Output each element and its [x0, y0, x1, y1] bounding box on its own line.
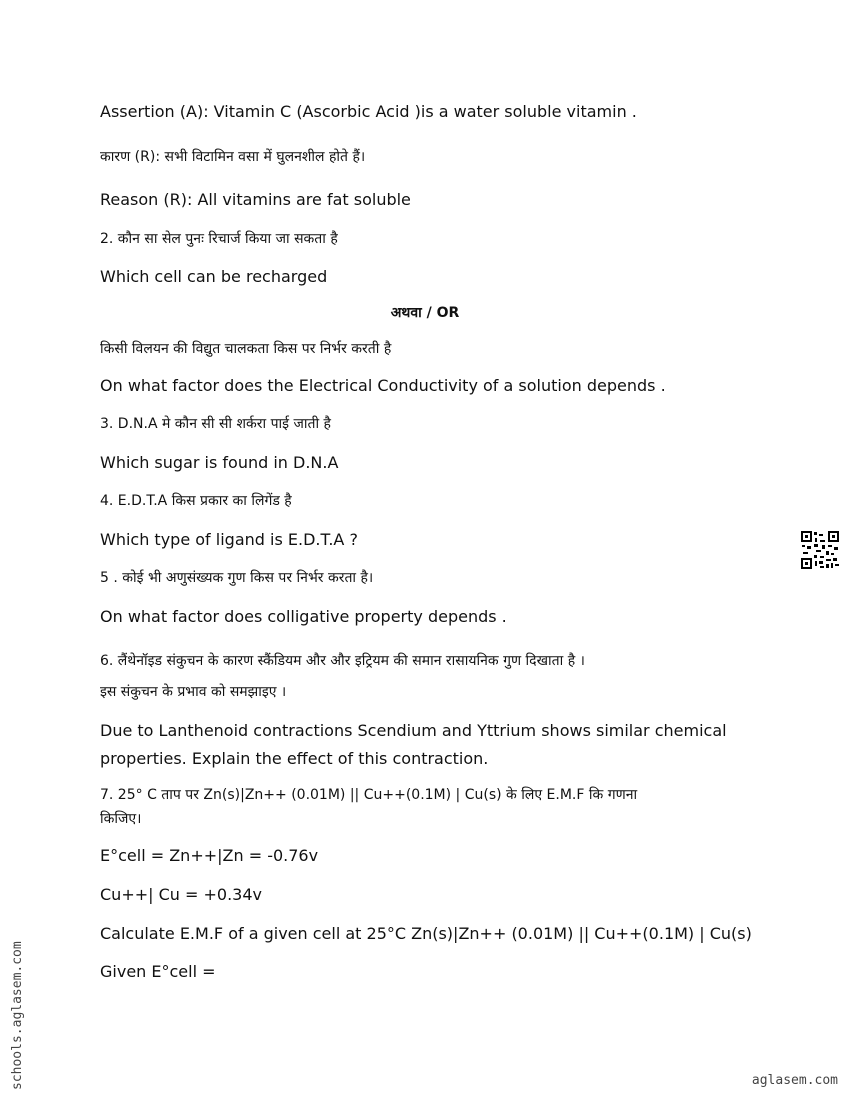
- question-7-hindi-line-1: 7. 25° C ताप पर Zn(s)|Zn++ (0.01M) || Cu++(0.1M) | Cu(s) के लिए E.M.F कि गणना: [100, 787, 638, 803]
- reason-english-line: Reason (R): All vitamins are fat soluble: [100, 190, 411, 209]
- question-3-hindi: 3. D.N.A मे कौन सी सी शर्करा पाई जाती है: [100, 416, 331, 432]
- footer-watermark: aglasem.com: [751, 1073, 838, 1088]
- question-6-hindi-line-2: इस संकुचन के प्रभाव को समझाइए ।: [100, 684, 287, 700]
- question-5-hindi: 5 . कोई भी अणुसंख्यक गुण किस पर निर्भर करता है।: [100, 570, 374, 586]
- question-4-hindi: 4. E.D.T.A किस प्रकार का लिगेंड है: [100, 493, 292, 509]
- question-2-english: Which cell can be recharged: [100, 267, 328, 286]
- question-5-english: On what factor does colligative property depends .: [100, 607, 507, 626]
- question-3-english: Which sugar is found in D.N.A: [100, 453, 339, 472]
- question-2-hindi: 2. कौन सा सेल पुनः रिचार्ज किया जा सकता है: [100, 231, 338, 247]
- side-watermark: schools.aglasem.com: [10, 941, 25, 1090]
- qr-code-icon: [800, 530, 840, 570]
- question-6-english: Due to Lanthenoid contractions Scendium and Yttrium shows similar chemical properties. Explain the effect of this contraction.: [100, 721, 727, 768]
- question-7-hindi-line-2: किजिए।: [100, 811, 142, 827]
- question-7-english: Calculate E.M.F of a given cell at 25°C Zn(s)|Zn++ (0.01M) || Cu++(0.1M) | Cu(s): [100, 924, 752, 943]
- question-6-hindi-line-1: 6. लैंथेनॉइड संकुचन के कारण स्कैंडियम और और इट्रियम की समान रासायनिक गुण दिखाता है ।: [100, 653, 585, 669]
- question-2-alt-english: On what factor does the Electrical Conductivity of a solution depends .: [100, 376, 666, 395]
- question-7-given: Given E°cell =: [100, 962, 216, 981]
- or-separator: अथवा / OR: [390, 305, 460, 321]
- question-7-electrode-1: E°cell = Zn++|Zn = -0.76v: [100, 846, 319, 865]
- reason-hindi-line: कारण (R): सभी विटामिन वसा में घुलनशील होते हैं।: [100, 149, 366, 165]
- question-2-alt-hindi: किसी विलयन की विद्युत चालकता किस पर निर्भर करती है: [100, 341, 392, 357]
- question-7-electrode-2: Cu++| Cu = +0.34v: [100, 885, 262, 904]
- assertion-line: Assertion (A): Vitamin C (Ascorbic Acid )is a water soluble vitamin .: [100, 102, 637, 121]
- question-4-english: Which type of ligand is E.D.T.A ?: [100, 530, 358, 549]
